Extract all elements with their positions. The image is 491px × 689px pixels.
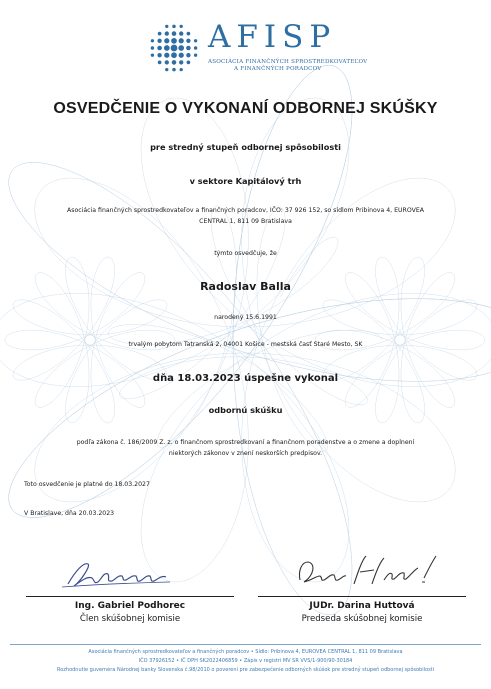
signature-line-left [26,596,234,597]
logo-dot [151,46,155,50]
logo-dot [164,38,169,43]
residence: trvalým pobytom Tatranská 2, 04001 Košice - mestská časť Staré Mesto, SK [128,341,363,348]
signer-left-role: Člen skúšobnej komisie [79,614,181,624]
exam-name: odbornú skúšku [208,405,283,415]
logo-dot [164,53,169,58]
signer-right-role: Predseda skúšobnej komisie [301,614,423,624]
logo-dot [157,46,162,51]
logo-dot [178,45,184,51]
competence-level: pre stredný stupeň odbornej spôsobilosti [150,142,341,152]
logo-dot [187,32,191,36]
logo-dot [180,25,183,28]
logo-dot [186,46,191,51]
logo-dot [172,31,177,36]
place-date: V Bratislave, dňa 20.03.2023 [24,510,115,517]
logo-dot [165,25,168,28]
logo-dot [187,61,191,65]
logo-dot [151,39,154,42]
issuer-line-2: CENTRAL 1, 811 09 Bratislava [199,218,292,225]
footer-line-3: Rozhodnutie guvernéra Národnej banky Slovenska č.98/2010 o poverení pre zabezpečenie odborných skúšok pre stredný stupeň odbornej spôsobilosti [56,667,435,673]
logo-tagline-1: ASOCIÁCIA FINANČNÝCH SPROSTREDKOVATEĽOV [208,59,368,65]
logo-dot [157,39,161,43]
logo-dot [194,54,197,57]
holder-name: Radoslav Balla [200,280,291,293]
logo-dot [179,38,184,43]
logo-tagline-2: A FINANČNÝCH PORADCOV [234,66,322,72]
logo-name: AFISP [208,19,337,55]
logo-dot [172,25,176,29]
logo-dot [194,46,198,50]
logo-dot [172,68,176,72]
signature-line-right [258,596,466,597]
logo-dot [179,60,183,64]
law-line-1: podľa zákona č. 186/2009 Z. z. o finančnom sprostredkovaní a finančnom poradenstve a o zmene a doplnení [76,439,415,446]
logo-dot [157,53,161,57]
validity: Toto osvedčenie je platné do 18.03.2027 [24,481,150,488]
afisp-logo [146,18,366,78]
logo-dot [158,32,162,36]
logo-dot [171,45,178,52]
footer-divider [10,644,481,645]
logo-dot [158,61,162,65]
birth-date: narodený 15.6.1991 [214,314,277,321]
logo-dot [179,53,184,58]
logo-dot [151,54,154,57]
logo-dot [186,39,190,43]
footer-line-2: IČO 37926152 • IČ DPH SK2022406859 • Zápis v registri MV SR VVS/1-900/90-30184 [138,658,353,664]
logo-mark-icon [146,20,202,76]
logo-dot [165,68,168,71]
logo-dot [180,68,183,71]
exam-date: dňa 18.03.2023 úspešne vykonal [152,373,339,384]
signature-left [58,556,176,590]
issuer-line-1: Asociácia finančných sprostredkovateľov a finančných poradcov, IČO: 37 926 152, so sídlom Pribinova 4, EUROVEA [67,207,424,214]
signer-left-name: Ing. Gabriel Podhorec [74,601,186,611]
logo-dot [165,31,169,35]
certificate-title: OSVEDČENIE O VYKONANÍ ODBORNEJ SKÚŠKY [53,100,438,117]
signer-right-name: JUDr. Darina Huttová [309,601,415,611]
certifies-text: týmto osvedčuje, že [214,250,277,257]
logo-dot [165,60,169,64]
signature-right [292,550,440,592]
law-line-2: niektorých zákonov v znení neskorších predpisov. [168,450,323,457]
logo-dot [172,60,177,65]
logo-dot [164,45,170,51]
sector: v sektore Kapitálový trh [189,176,302,186]
logo-dot [186,53,190,57]
logo-dot [171,52,177,58]
logo-dot [179,31,183,35]
logo-dot [171,38,177,44]
logo-dot [194,39,197,42]
footer-line-1: Asociácia finančných sprostredkovateľov a finančných poradcov • Sídlo: Pribinova 4, EUROVEA CENTRAL 1, 811 09 Bratislava [88,649,403,655]
